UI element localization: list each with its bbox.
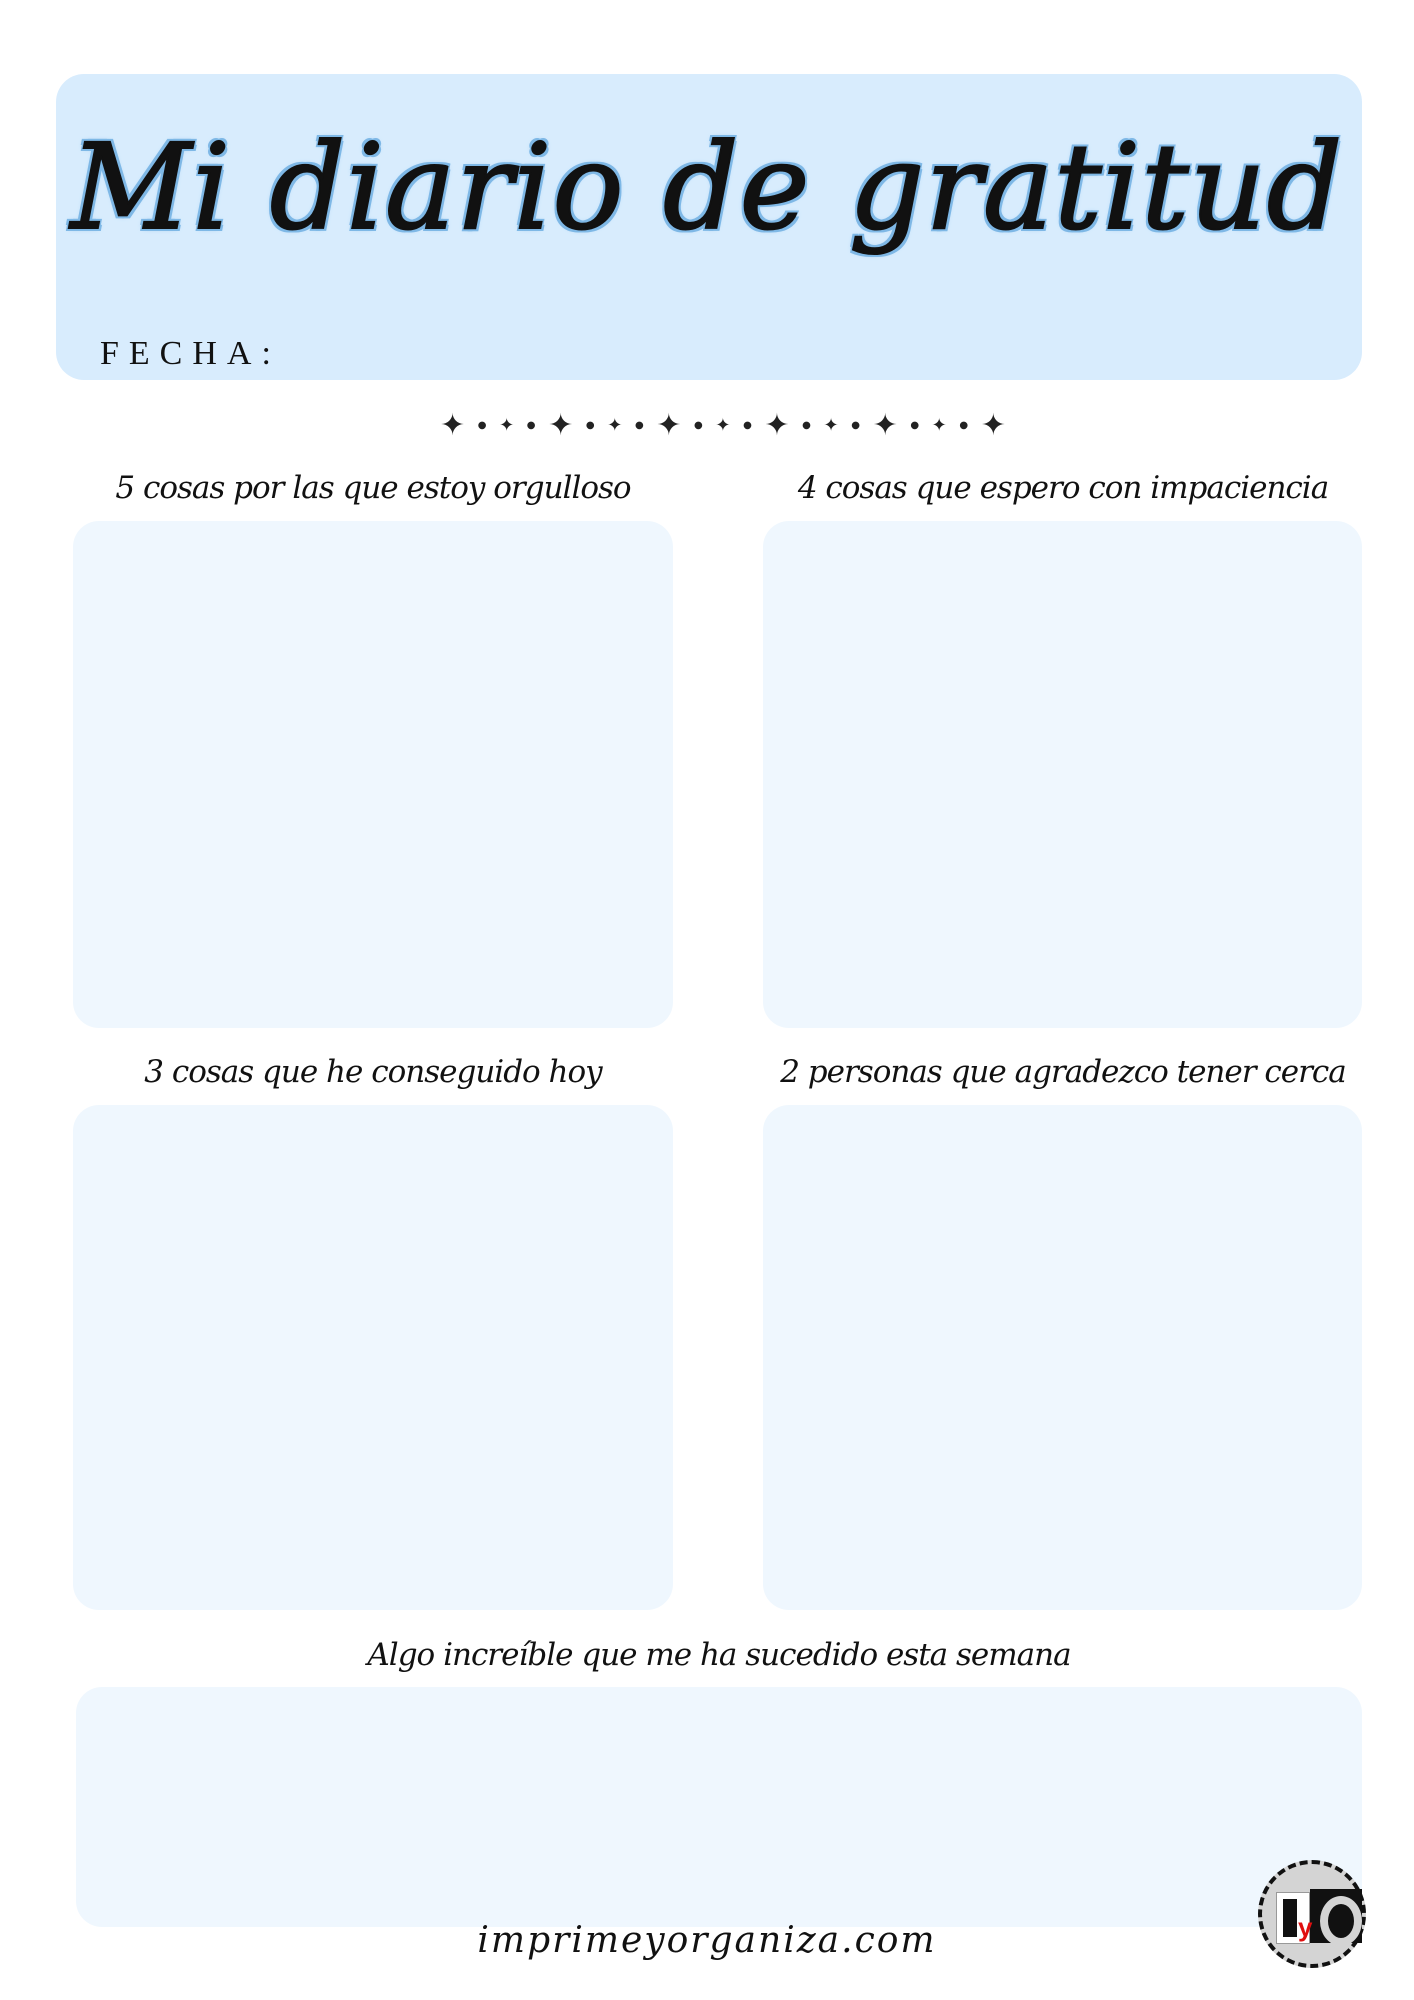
sparkle-icon: ✦ <box>764 408 790 443</box>
dot-icon: ● <box>910 420 920 431</box>
dot-icon: ✦ <box>931 415 947 436</box>
dot-icon: ✦ <box>715 415 731 436</box>
section-label-looking-forward: 4 cosas que espero con impaciencia <box>797 470 1329 506</box>
dot-icon: ● <box>585 420 595 431</box>
sparkle-icon: ✦ <box>656 408 682 443</box>
dot-icon: ● <box>743 420 752 431</box>
dot-icon: ● <box>851 420 860 431</box>
dot-icon: ✦ <box>607 415 623 436</box>
writing-box-amazing[interactable] <box>76 1687 1362 1927</box>
logo-letter-o <box>1310 1889 1362 1943</box>
sparkle-icon: ✦ <box>872 408 898 443</box>
section-label-amazing: Algo increíble que me ha sucedido esta semana <box>367 1637 1071 1673</box>
section-label-achieved: 3 cosas que he conseguido hoy <box>144 1054 602 1090</box>
writing-box-looking-forward[interactable] <box>763 521 1362 1028</box>
writing-box-achieved[interactable] <box>73 1105 673 1610</box>
dot-icon: ● <box>694 420 703 431</box>
sparkle-icon: ✦ <box>440 408 466 443</box>
date-label: FECHA: <box>100 335 281 372</box>
section-label-people: 2 personas que agradezco tener cerca <box>780 1054 1346 1090</box>
dot-icon: ● <box>477 420 487 431</box>
sparkle-divider-icon <box>440 408 1006 443</box>
footer-website: imprimeyorganiza.com <box>477 1920 937 1961</box>
writing-box-proud[interactable] <box>73 521 673 1028</box>
dot-icon: ✦ <box>823 415 839 436</box>
dot-icon: ● <box>802 420 811 431</box>
writing-box-people[interactable] <box>763 1105 1362 1610</box>
sparkle-icon: ✦ <box>548 408 574 443</box>
page-title: Mi diario de gratitud <box>70 118 1344 256</box>
dot-icon: ✦ <box>499 415 515 436</box>
dot-icon: ● <box>959 420 969 431</box>
dot-icon: ● <box>634 420 644 431</box>
logo-letter-y: y <box>1298 1912 1313 1942</box>
sparkle-icon: ✦ <box>980 408 1006 443</box>
brand-logo <box>1258 1860 1366 1968</box>
section-label-proud: 5 cosas por las que estoy orgulloso <box>115 470 631 506</box>
dot-icon: ● <box>526 420 536 431</box>
